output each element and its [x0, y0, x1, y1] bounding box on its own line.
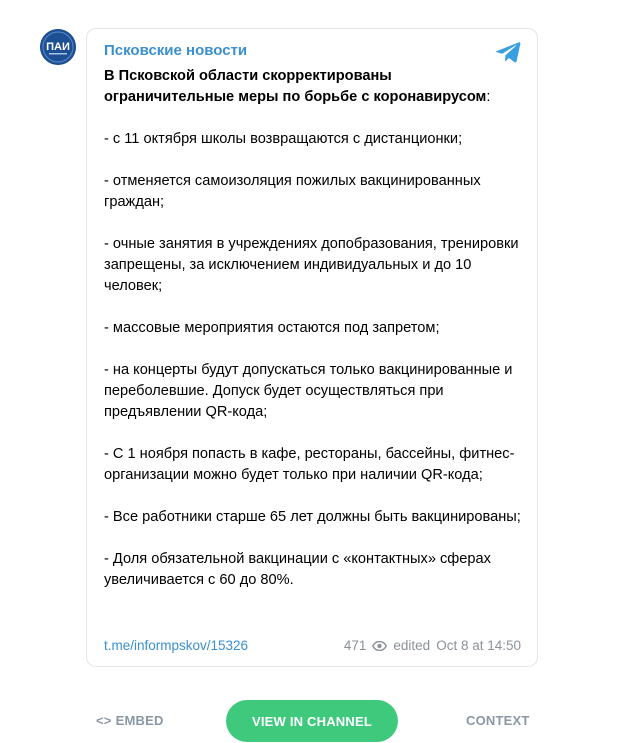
post-link[interactable]: t.me/informpskov/15326	[104, 638, 249, 653]
message-title: В Псковской области скорректированы ограничительные меры по борьбе с коронавирусом	[104, 68, 487, 105]
message-paragraph: - массовые мероприятия остаются под запретом;	[104, 320, 440, 336]
eye-icon	[372, 641, 387, 651]
embed-button[interactable]	[96, 713, 164, 728]
post-date: Oct 8 at 14:50	[436, 638, 521, 653]
message-paragraph: - С 1 ноября попасть в кафе, рестораны, бассейны, фитнес-организации можно будет только при наличии QR-кода;	[104, 446, 515, 483]
message-footer	[104, 638, 521, 656]
message-paragraph: - с 11 октября школы возвращаются с дистанционки;	[104, 131, 463, 147]
message-paragraph: - Доля обязательной вакцинации с «контактных» сферах увеличивается с 60 до 80%.	[104, 551, 491, 588]
code-icon: <>	[96, 713, 112, 728]
action-bar	[0, 696, 617, 742]
message-paragraph: - очные занятия в учреждениях допобразования, тренировки запрещены, за исключением индивидуальных и до 10 человек;	[104, 236, 519, 294]
message-paragraph: - на концерты будут допускаться только вакцинированные и переболевшие. Допуск будет осуществляться при предъявлении QR-кода;	[104, 362, 513, 420]
channel-avatar[interactable]	[40, 29, 76, 65]
avatar-logo-text: ПАИ	[46, 41, 70, 53]
channel-name-link[interactable]: Псковские новости	[104, 42, 248, 59]
message-paragraph: - отменяется самоизоляция пожилых вакцинированных граждан;	[104, 173, 481, 210]
context-button[interactable]: CONTEXT	[466, 713, 530, 728]
message-paragraph: - Все работники старше 65 лет должны быть вакцинированы;	[104, 509, 521, 525]
post-meta	[344, 638, 521, 653]
message-title-suffix: :	[486, 89, 491, 105]
message-card	[86, 28, 538, 667]
edited-label: edited	[393, 638, 431, 653]
view-in-channel-button[interactable]: VIEW IN CHANNEL	[226, 700, 398, 742]
views-count: 471	[343, 638, 367, 653]
embed-label: EMBED	[115, 713, 164, 728]
telegram-icon[interactable]	[495, 40, 521, 64]
message-text	[104, 66, 524, 591]
